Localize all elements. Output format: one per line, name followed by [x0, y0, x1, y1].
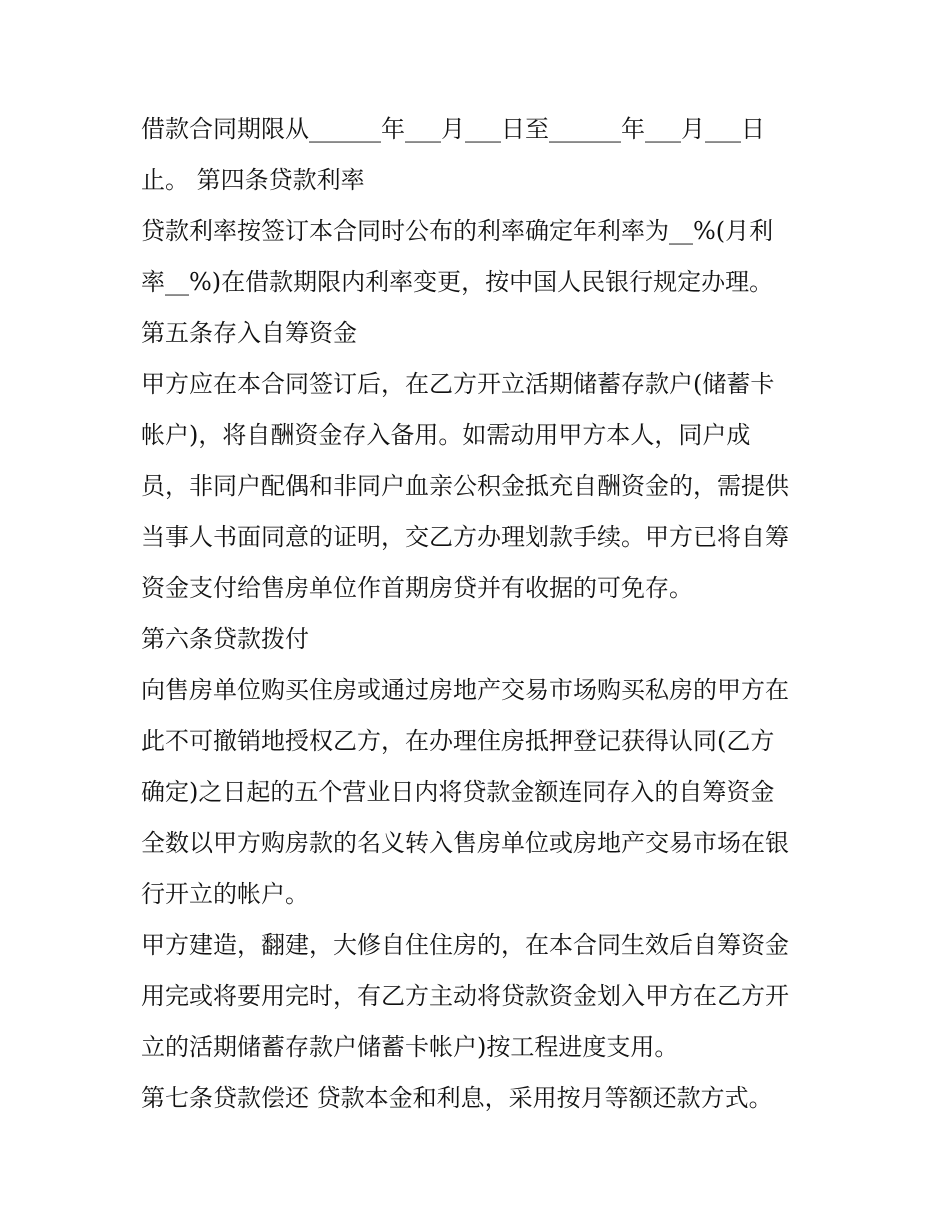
text-line: 止。 第四条贷款利率 [141, 166, 365, 194]
text-line: 用完或将要用完时，有乙方主动将贷款资金划入甲方在乙方开 [141, 982, 789, 1010]
text-line: 第七条贷款偿还 贷款本金和利息，采用按月等额还款方式。 [141, 1084, 773, 1112]
section-heading: 第五条存入自筹资金 [141, 319, 357, 347]
text-line: 向售房单位购买住房或通过房地产交易市场购买私房的甲方在 [141, 676, 789, 704]
text-line: 此不可撤销地授权乙方，在办理住房抵押登记获得认同(乙方 [141, 727, 775, 755]
text-line: 立的活期储蓄存款户储蓄卡帐户)按工程进度支用。 [141, 1033, 679, 1061]
text-line: 确定)之日起的五个营业日内将贷款金额连同存入的自筹资金 [141, 778, 775, 806]
text-line: 率__%)在借款期限内利率变更，按中国人民银行规定办理。 [141, 268, 774, 296]
text-line: 借款合同期限从______年___月___日至______年___月___日 [141, 115, 765, 143]
text-line: 员，非同户配偶和非同户血亲公积金抵充自酬资金的，需提供 [141, 472, 789, 500]
text-line: 帐户)，将自酬资金存入备用。如需动用甲方本人，同户成 [141, 421, 751, 449]
text-line: 当事人书面同意的证明，交乙方办理划款手续。甲方已将自筹 [141, 523, 789, 551]
text-line: 行开立的帐户。 [141, 880, 309, 908]
text-line: 甲方建造，翻建，大修自住住房的，在本合同生效后自筹资金 [141, 931, 789, 959]
text-line: 资金支付给售房单位作首期房贷并有收据的可免存。 [141, 574, 693, 602]
text-line: 贷款利率按签订本合同时公布的利率确定年利率为__%(月利 [141, 217, 774, 245]
text-line: 甲方应在本合同签订后，在乙方开立活期储蓄存款户(储蓄卡 [141, 370, 775, 398]
section-heading: 第六条贷款拨付 [141, 625, 309, 653]
text-line: 全数以甲方购房款的名义转入售房单位或房地产交易市场在银 [141, 829, 789, 857]
